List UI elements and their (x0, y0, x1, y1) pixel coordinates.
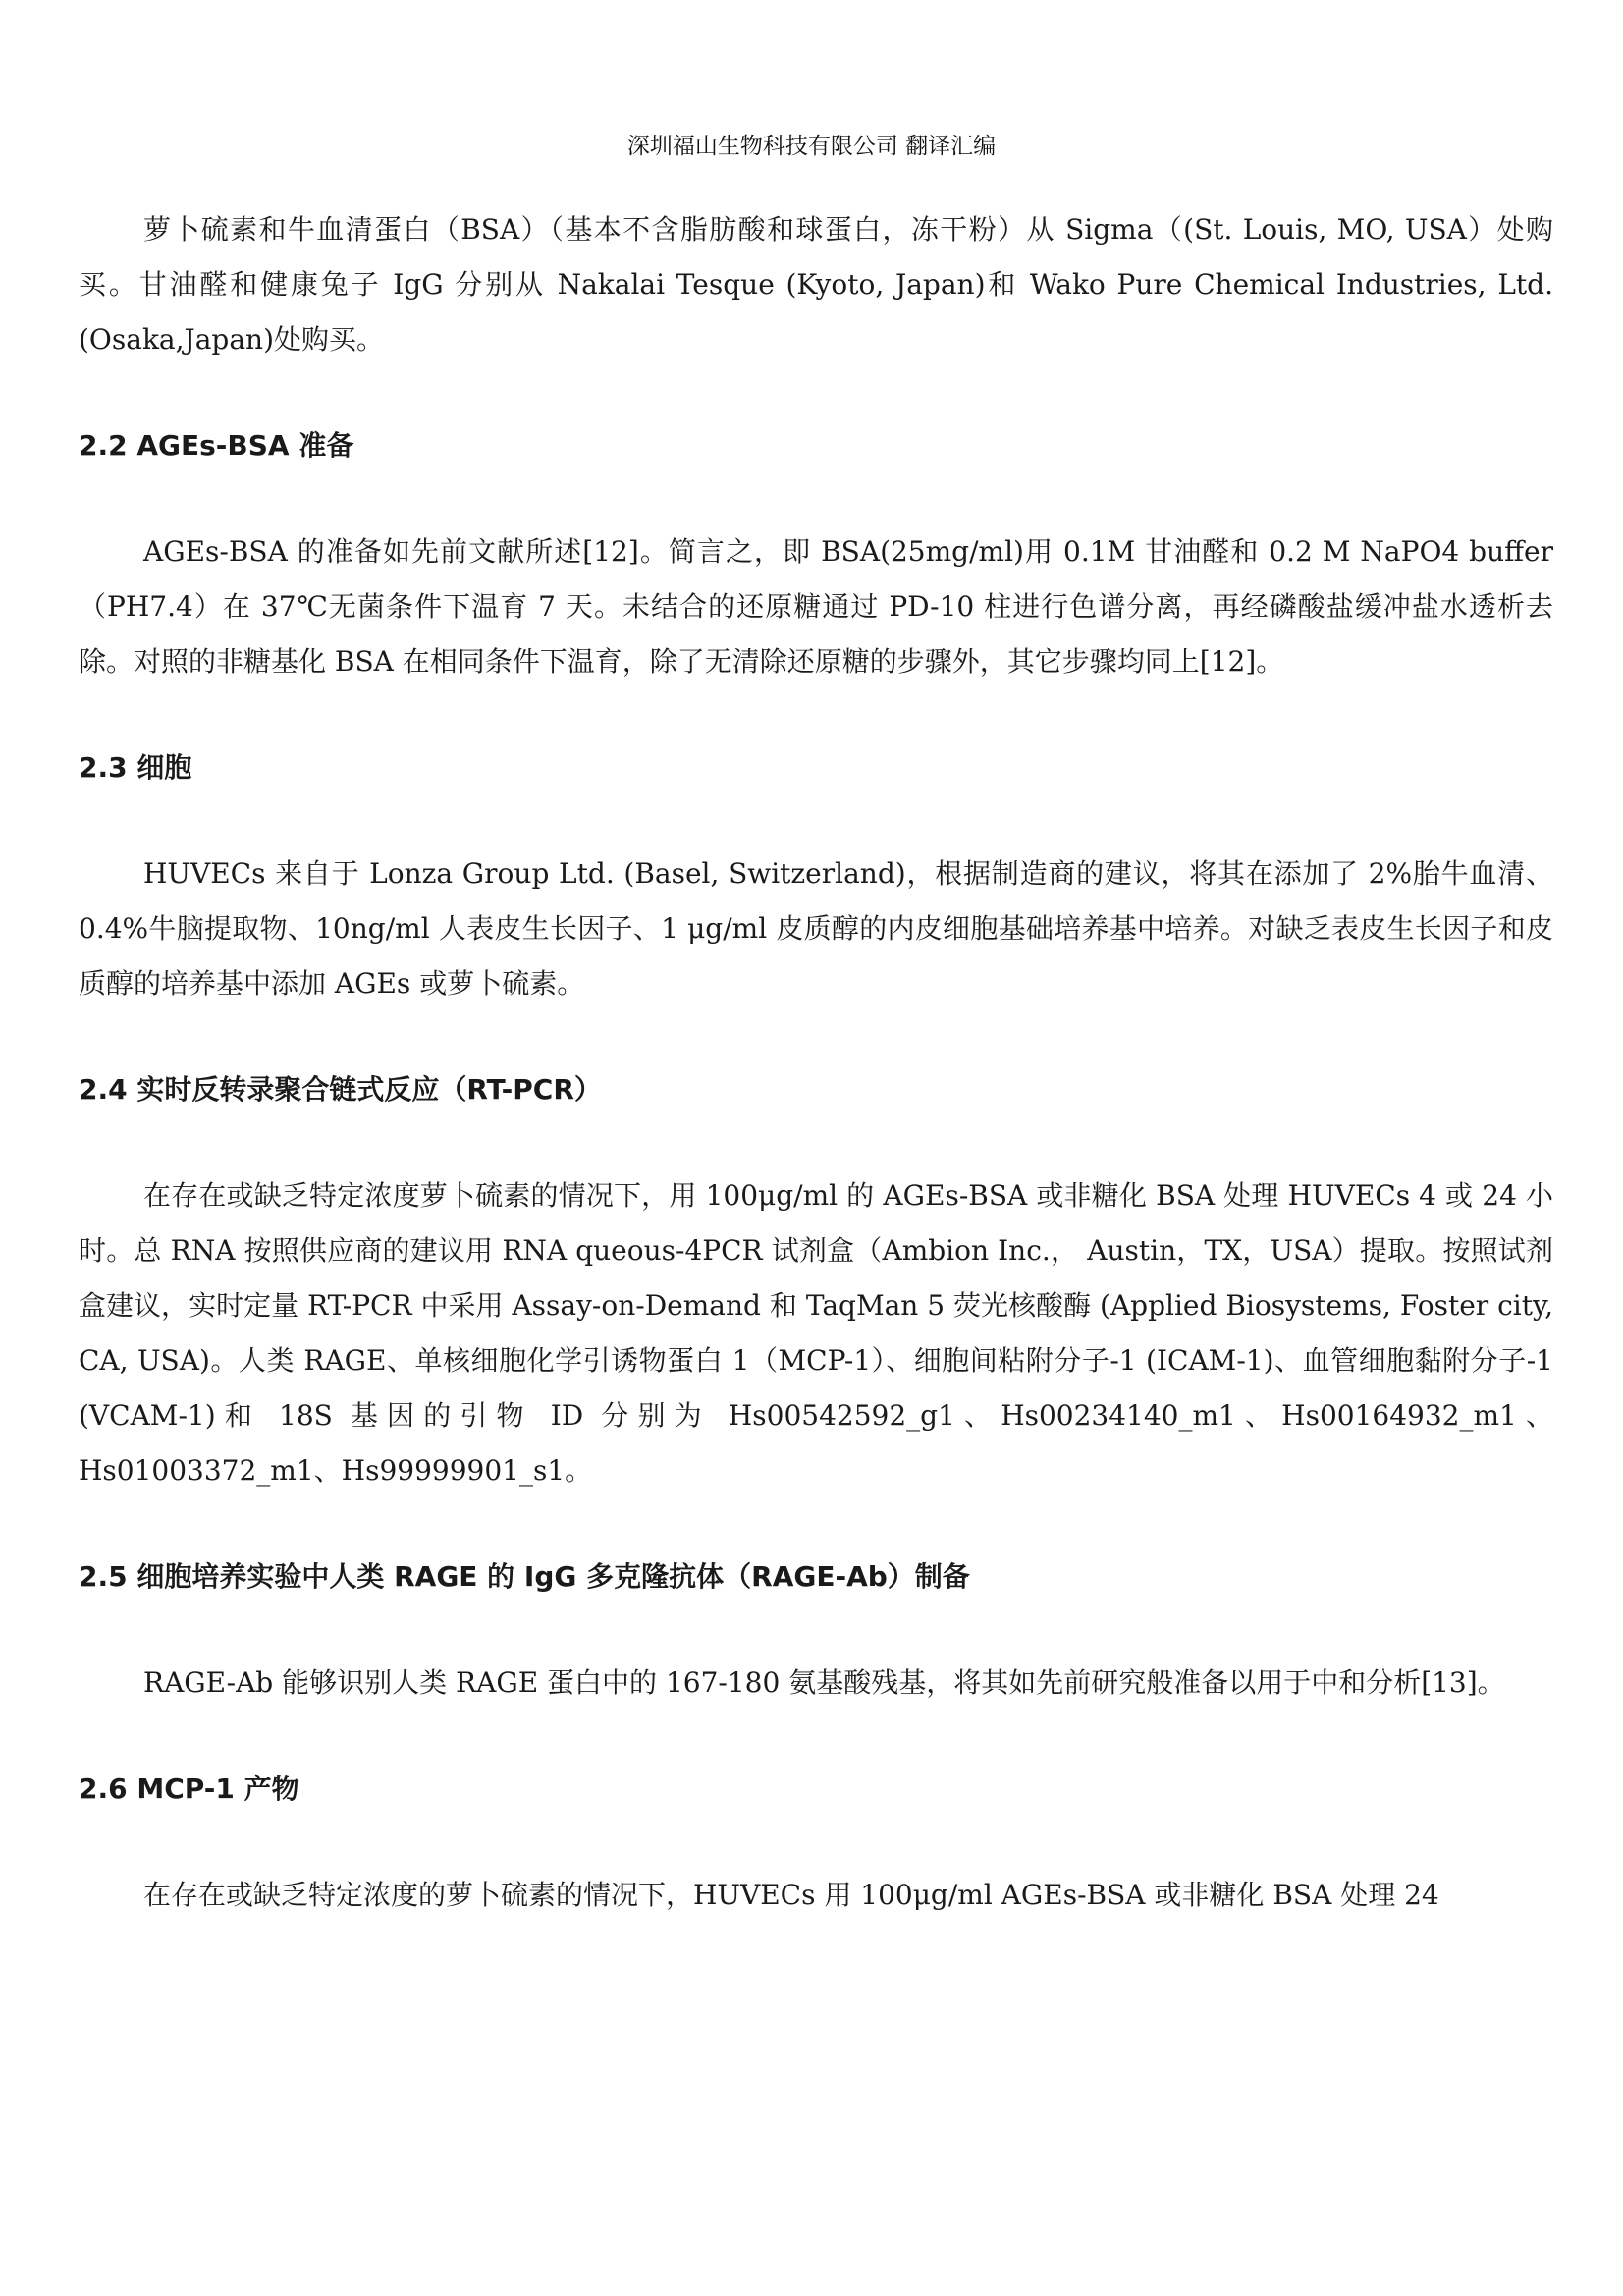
document-body (79, 202, 1553, 1923)
section-paragraph-2-5: RAGE-Ab 能够识别人类 RAGE 蛋白中的 167-180 氨基酸残基，将其如先前研究般准备以用于中和分析[13]。 (143, 1667, 1505, 1699)
section-heading-2-5: 2.5 细胞培养实验中人类 RAGE 的 IgG 多克隆抗体（RAGE-Ab）制备 (79, 1560, 970, 1593)
section-heading-2-4: 2.4 实时反转录聚合链式反应（RT-PCR） (79, 1073, 602, 1106)
section-paragraph-2-6: 在存在或缺乏特定浓度的萝卜硫素的情况下，HUVECs 用 100μg/ml AGEs-BSA 或非糖化 BSA 处理 24 (143, 1879, 1439, 1911)
section-paragraph-2-2: AGEs-BSA 的准备如先前文献所述[12]。简言之，即 BSA(25mg/ml)用 0.1M 甘油醛和 0.2 M NaPO4 buffer（PH7.4）在 37℃无菌条件下温育 7 天。未结合的还原糖通过 PD-10 柱进行色谱分离，再经磷酸盐缓冲盐水透析去除。对照的非糖基化 BSA 在相同条件下温育，除了无清除还原糖的步骤外，其它步骤均同上[12]。 (79, 535, 1553, 678)
section-heading-2-2: 2.2 AGEs-BSA 准备 (79, 429, 354, 462)
section-paragraph-2-3: HUVECs 来自于 Lonza Group Ltd. (Basel, Switzerland)，根据制造商的建议，将其在添加了 2%胎牛血清、0.4%牛脑提取物、10ng/ml 人表皮生长因子、1 μg/ml 皮质醇的内皮细胞基础培养基中培养。对缺乏表皮生长因子和皮质醇的培养基中添加 AGEs 或萝卜硫素。 (79, 857, 1553, 1000)
document-header: 深圳福山生物科技有限公司 翻译汇编 (626, 134, 997, 159)
section-heading-2-3: 2.3 细胞 (79, 751, 192, 784)
section-heading-2-6: 2.6 MCP-1 产物 (79, 1773, 299, 1805)
intro-paragraph: 萝卜硫素和牛血清蛋白（BSA）（基本不含脂肪酸和球蛋白，冻干粉）从 Sigma（(St. Louis, MO, USA）处购买。甘油醛和健康兔子 IgG 分别从 Nakalai Tesque (Kyoto, Japan)和 Wako Pure Chemical Industries, Ltd. (Osaka,Japan)处购买。 (79, 213, 1553, 355)
section-paragraph-2-4: 在存在或缺乏特定浓度萝卜硫素的情况下，用 100μg/ml 的 AGEs-BSA 或非糖化 BSA 处理 HUVECs 4 或 24 小时。总 RNA 按照供应商的建议用 RNA queous-4PCR 试剂盒（Ambion Inc.， Austin，TX，USA）提取。按照试剂盒建议，实时定量 RT-PCR 中采用 Assay-on-Demand 和 TaqMan 5 荧光核酸酶 (Applied Biosystems, Foster city, CA, USA)。人类 RAGE、单核细胞化学引诱物蛋白 1（MCP-1）、细胞间粘附分子-1 (ICAM-1)、血管细胞黏附分子-1 (VCAM-1)和 18S 基因的引物 ID 分别为 Hs00542592_g1、Hs00234140_m1、Hs00164932_m1、Hs01003372_m1、Hs99999901_s1。 (79, 1179, 1553, 1487)
